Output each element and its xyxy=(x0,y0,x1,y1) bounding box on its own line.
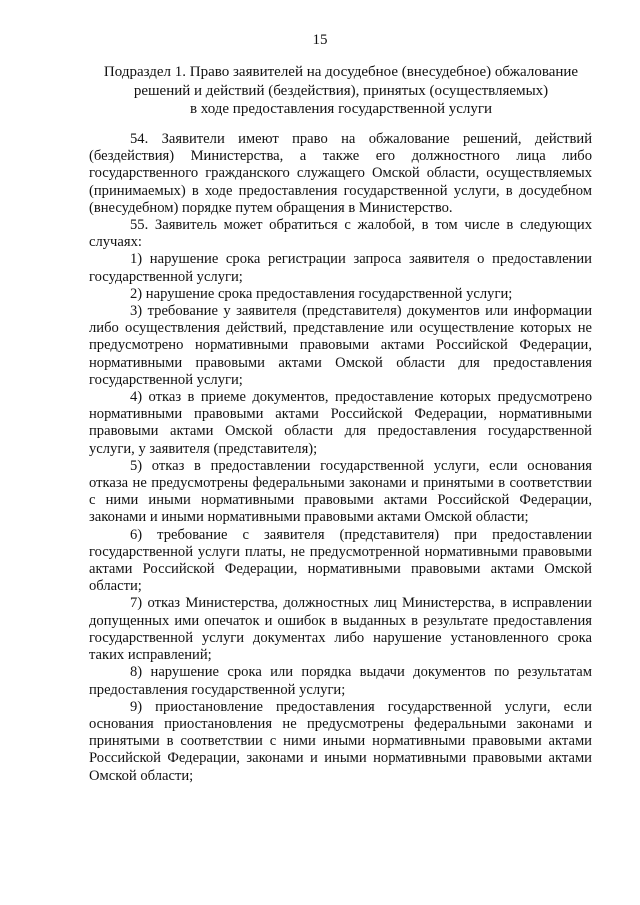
subsection-title-line-3: в ходе предоставления государственной услуги xyxy=(189,101,493,117)
subsection-title-line-2: решений и действий (бездействия), принятых (осуществляемых) xyxy=(133,82,549,99)
subsection-title xyxy=(95,63,587,119)
list-item-6: 6) требование с заявителя (представителя) при предоставлении государственной услуги платы, не предусмотренной нормативными правовыми актами Российской Федерации, нормативными правовыми актами Омской области; xyxy=(89,526,592,595)
list-item-9: 9) приостановление предоставления государственной услуги, если основания приостановления не предусмотрены федеральными законами и принятыми в соответствии с ними иными нормативными правовыми актами Российской Федерации, законами и иными нормативными правовыми актами Омской области; xyxy=(89,698,592,784)
list-item-2: 2) нарушение срока предоставления государственной услуги; xyxy=(130,285,513,302)
list-item-8: 8) нарушение срока или порядка выдачи документов по результатам предоставления государственной услуги; xyxy=(89,664,592,698)
paragraph-55: 55. Заявитель может обратиться с жалобой, в том числе в следующих случаях: xyxy=(89,217,592,251)
list-item-7: 7) отказ Министерства, должностных лиц Министерства, в исправлении допущенных ими опечаток и ошибок в выданных в результате предоставления государственной услуги документах либо нарушение установленного срока таких исправлений; xyxy=(89,595,592,664)
list-item-5: 5) отказ в предоставлении государственной услуги, если основания отказа не предусмотрены федеральными законами и принятыми в соответствии с ними иными нормативными правовыми актами Российской Федерации, законами и иными нормативными правовыми актами Омской области; xyxy=(89,457,592,526)
subsection-title-line-1: Подраздел 1. Право заявителей на досудебное (внесудебное) обжалование xyxy=(103,64,579,80)
page-number: 15 xyxy=(312,32,328,48)
paragraph-54: 54. Заявители имеют право на обжалование решений, действий (бездействия) Министерства, а также его должностного лица либо государственного гражданского служащего Омской области, осуществляемых (принимаемых) в ходе предоставления государственной услуги, в досудебном (внесудебном) порядке путем обращения в Министерство. xyxy=(89,131,592,216)
list-item-3: 3) требование у заявителя (представителя) документов или информации либо осуществления действий, представление или осуществление которых не предусмотрено нормативными правовыми актами Российской Федерации, нормативными правовыми актами Омской области для предоставления государственной услуги; xyxy=(89,303,592,388)
list-item-4: 4) отказ в приеме документов, предоставление которых предусмотрено нормативными правовыми актами Российской Федерации, нормативными правовыми актами Омской области для предоставления государственной услуги, у заявителя (представителя); xyxy=(89,389,592,457)
document-body xyxy=(89,131,592,785)
list-item-1: 1) нарушение срока регистрации запроса заявителя о предоставлении государственной услуги; xyxy=(89,251,592,285)
